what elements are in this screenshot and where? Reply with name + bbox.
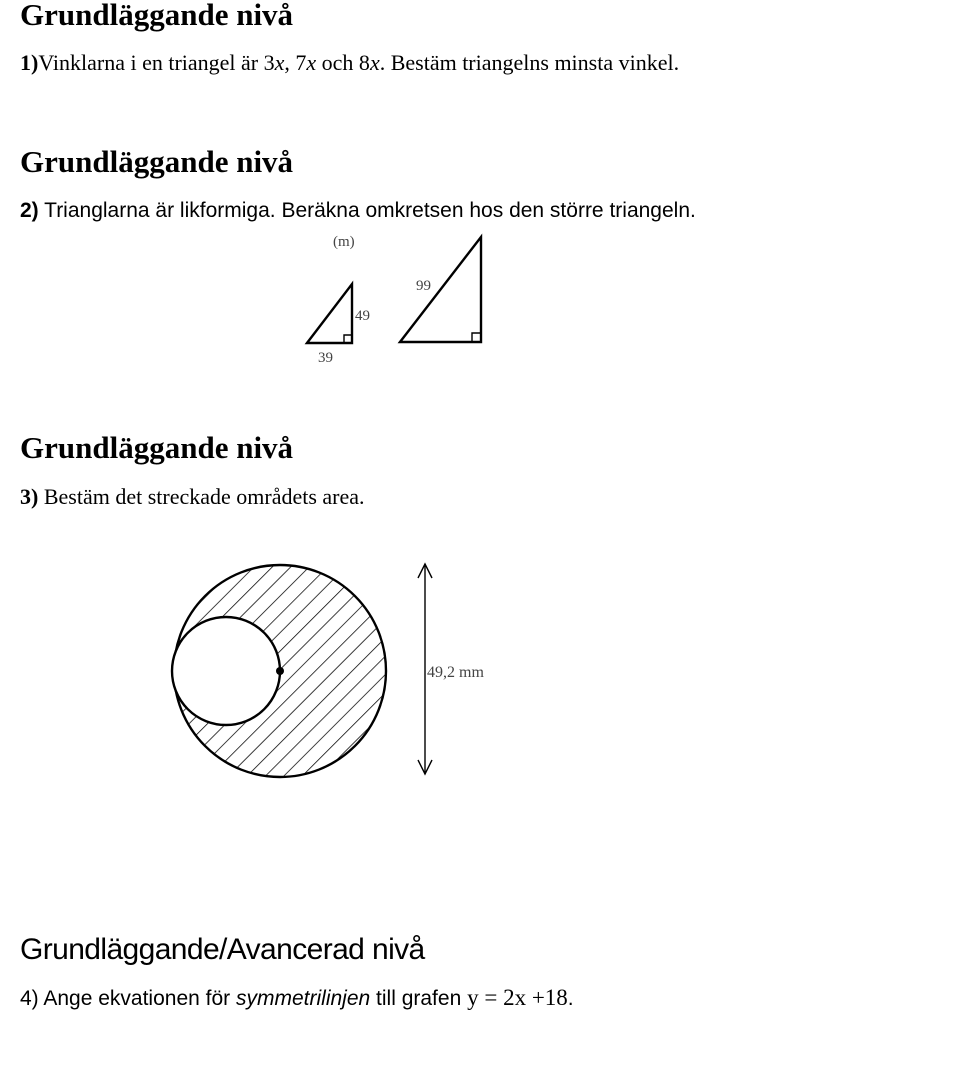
question-1-var1: x: [274, 50, 285, 75]
question-1-text-a: Vinklarna i en triangel är 3: [38, 50, 275, 75]
question-4-number: 4): [20, 987, 39, 1010]
question-2: [20, 199, 696, 223]
section2-heading: Grundläggande nivå: [20, 144, 294, 179]
small-base-label: 39: [318, 350, 333, 366]
question-2-text: Trianglarna är likformiga. Beräkna omkretsen hos den större triangeln.: [38, 199, 696, 222]
question-3-text: Bestäm det streckade områdets area.: [38, 484, 365, 509]
unit-label: (m): [333, 234, 355, 250]
shaded-circle-figure: [160, 550, 540, 790]
question-1-text-c: och 8: [316, 50, 370, 75]
small-right-angle-mark: [344, 335, 352, 343]
large-right-angle-mark: [472, 333, 481, 342]
question-4-text-b: till grafen: [370, 987, 468, 1010]
question-4-period: .: [567, 987, 574, 1010]
section1-heading: Grundläggande nivå: [20, 0, 294, 32]
diameter-label: 49,2 mm: [427, 664, 484, 681]
question-1-var2: x: [306, 50, 317, 75]
question-3-number: 3): [20, 484, 39, 509]
similar-triangles-figure: [300, 228, 500, 368]
question-2-number: 2): [20, 199, 39, 222]
inner-circle: [172, 617, 280, 725]
large-hypotenuse-label: 99: [416, 278, 431, 294]
question-1-text-b: , 7: [284, 50, 307, 75]
question-4-text-a: Ange ekvationen för: [38, 987, 236, 1010]
small-height-label: 49: [355, 308, 370, 324]
question-4-equation: y = 2x +18: [467, 985, 568, 1010]
question-4-text-italic: symmetrilinjen: [236, 987, 371, 1010]
center-point: [276, 667, 284, 675]
section3-heading: Grundläggande nivå: [20, 430, 294, 465]
question-1: [20, 50, 679, 76]
question-1-text-d: . Bestäm triangelns minsta vinkel.: [379, 50, 680, 75]
large-triangle: [400, 237, 481, 342]
section4-heading: Grundläggande/Avancerad nivå: [20, 933, 425, 966]
question-3: [20, 484, 365, 510]
question-1-number: 1): [20, 50, 39, 75]
question-1-var3: x: [369, 50, 380, 75]
question-4: [20, 985, 574, 1011]
small-triangle: [307, 284, 352, 343]
